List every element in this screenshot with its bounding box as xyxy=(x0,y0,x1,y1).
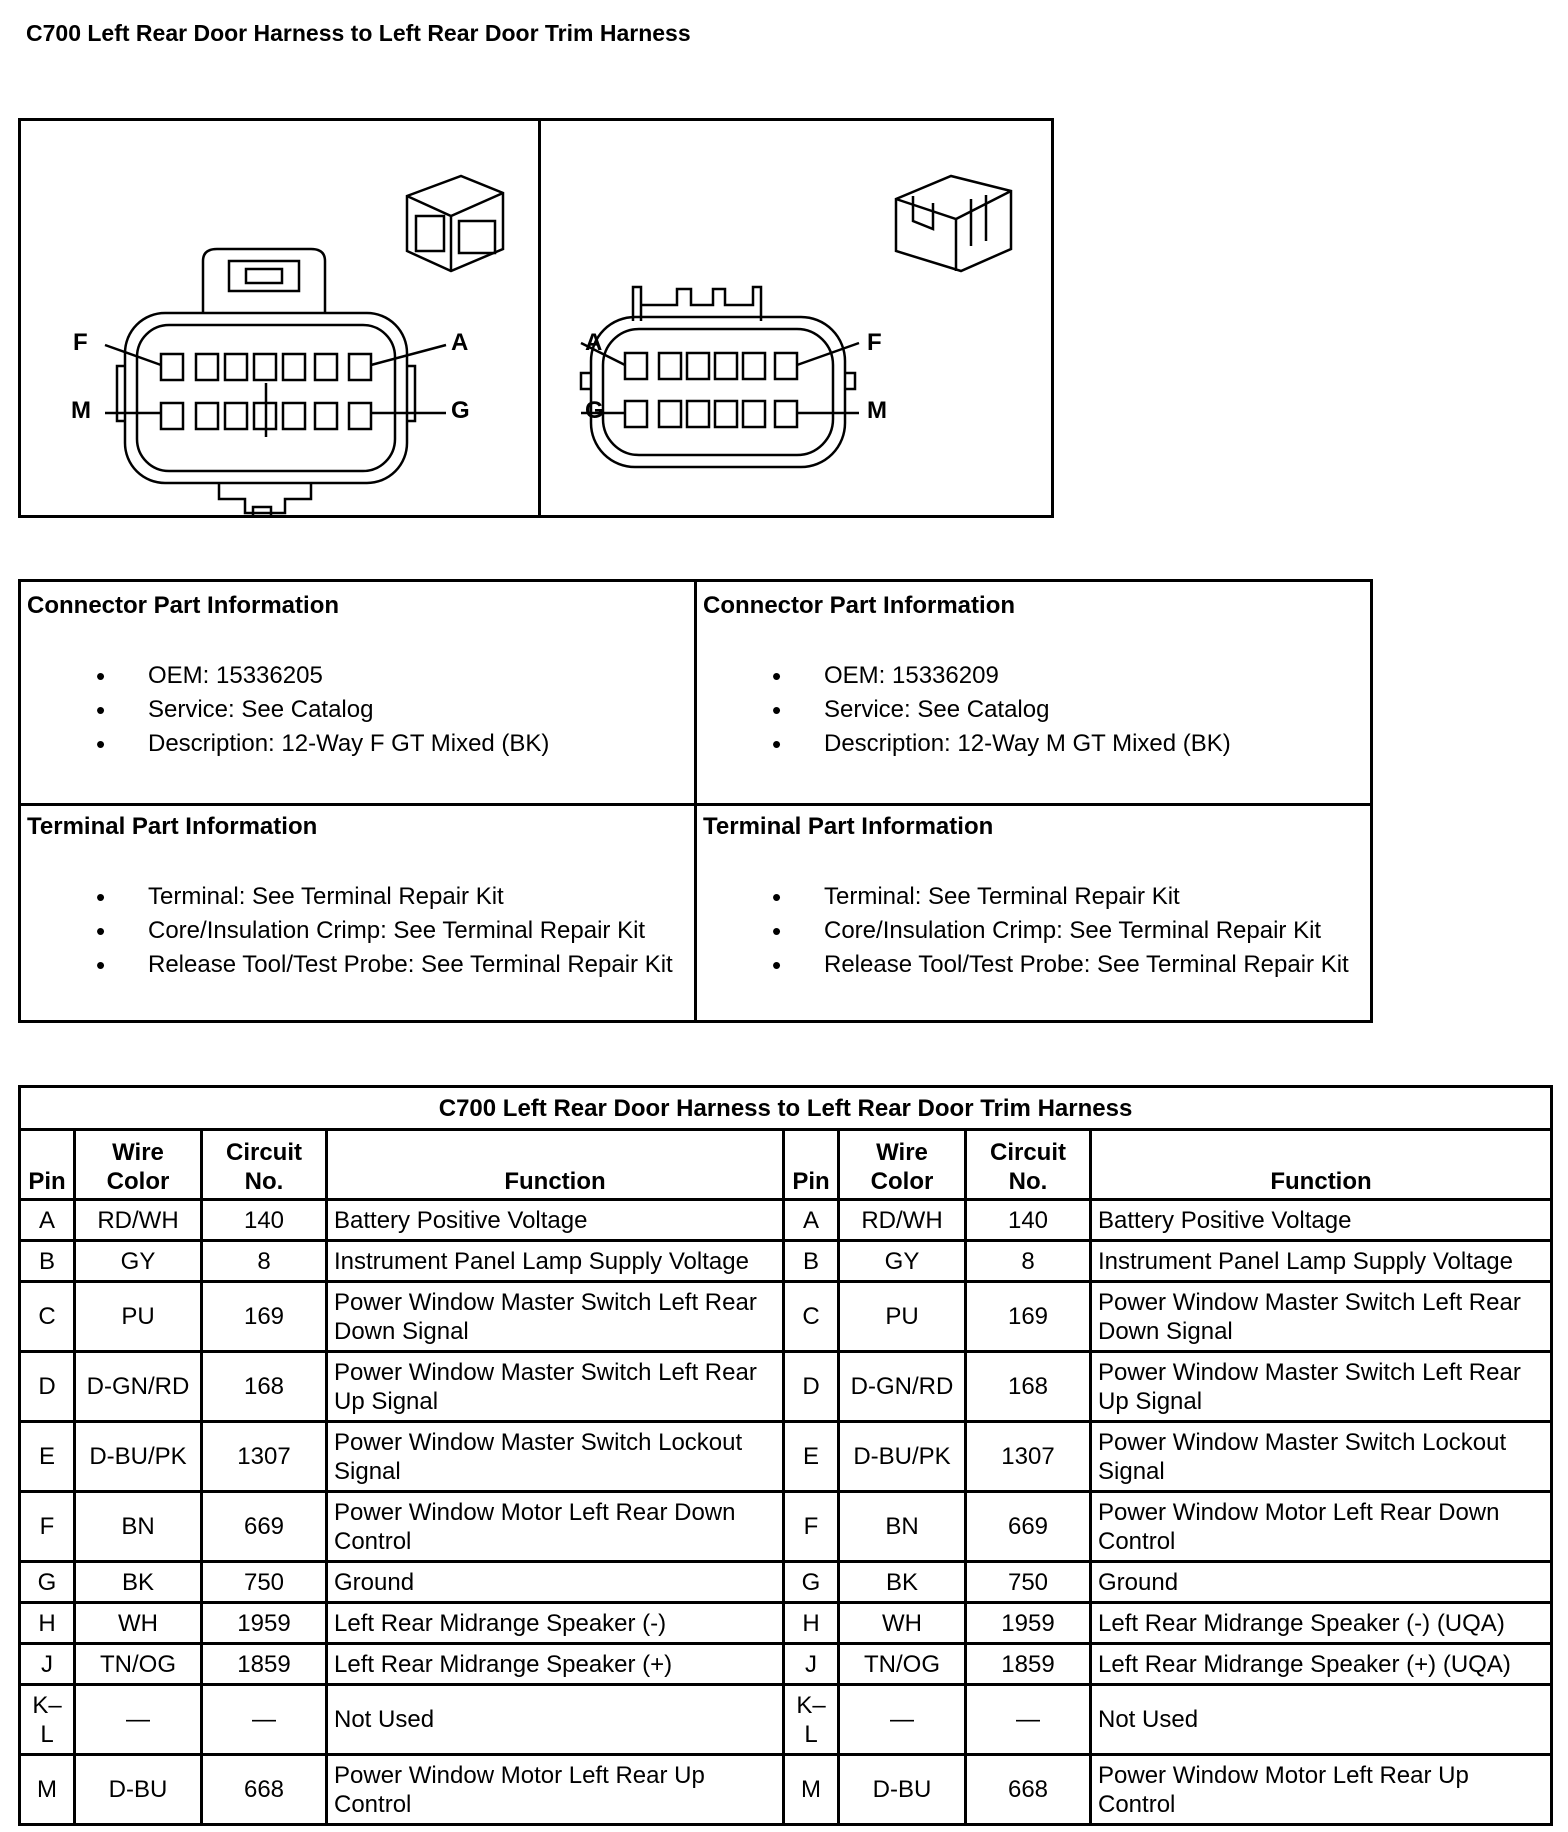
terminal-info-left xyxy=(21,803,697,1025)
cell-function: Instrument Panel Lamp Supply Voltage xyxy=(1091,1241,1552,1282)
cell-pin: C xyxy=(784,1282,839,1352)
cell-function: Power Window Motor Left Rear Down Control xyxy=(1091,1492,1552,1562)
cell-function: Not Used xyxy=(327,1685,784,1755)
cell-circuit: 1307 xyxy=(202,1422,327,1492)
cell-color: WH xyxy=(75,1603,202,1644)
cell-function: Power Window Master Switch Left Rear Down Signal xyxy=(327,1282,784,1352)
right-pin-label-m: M xyxy=(867,397,887,424)
cell-circuit: 140 xyxy=(202,1200,327,1241)
list-item: • OEM: 15336209 xyxy=(752,659,1231,693)
pinout-table-caption: C700 Left Rear Door Harness to Left Rear Door Trim Harness xyxy=(20,1087,1552,1130)
list-item: • Service: See Catalog xyxy=(76,693,549,727)
cell-function: Power Window Motor Left Rear Up Control xyxy=(327,1755,784,1825)
column-header-wire-color: Wire Color xyxy=(839,1130,966,1200)
left-pin-label-g: G xyxy=(451,397,470,424)
left-pin-label-f: F xyxy=(73,329,88,356)
terminal-info-heading: Terminal Part Information xyxy=(703,813,994,840)
pinout-table-body xyxy=(20,1200,1552,1825)
cell-color: D-GN/RD xyxy=(839,1352,966,1422)
table-row xyxy=(20,1200,1552,1241)
left-pin-label-m: M xyxy=(71,397,91,424)
connector-diagram-panel xyxy=(18,118,1054,518)
cell-pin: J xyxy=(784,1644,839,1685)
column-header-function: Function xyxy=(1091,1130,1552,1200)
cell-pin: G xyxy=(20,1562,75,1603)
cell-pin: B xyxy=(20,1241,75,1282)
cell-color: TN/OG xyxy=(75,1644,202,1685)
cell-color: BN xyxy=(75,1492,202,1562)
cell-pin: D xyxy=(784,1352,839,1422)
cell-function: Power Window Motor Left Rear Up Control xyxy=(1091,1755,1552,1825)
column-header-circuit: Circuit No. xyxy=(966,1130,1091,1200)
cell-color: PU xyxy=(839,1282,966,1352)
cell-pin: E xyxy=(20,1422,75,1492)
list-item: • Terminal: See Terminal Repair Kit xyxy=(752,880,1349,914)
cell-circuit: 8 xyxy=(966,1241,1091,1282)
cell-color: BK xyxy=(839,1562,966,1603)
table-row xyxy=(20,1603,1552,1644)
cell-pin: F xyxy=(20,1492,75,1562)
table-row xyxy=(20,1352,1552,1422)
column-header-wire-color: Wire Color xyxy=(75,1130,202,1200)
list-item: • Core/Insulation Crimp: See Terminal Repair Kit xyxy=(76,914,673,948)
right-pin-label-f: F xyxy=(867,329,882,356)
cell-color: — xyxy=(839,1685,966,1755)
cell-pin: H xyxy=(20,1603,75,1644)
cell-color: GY xyxy=(839,1241,966,1282)
cell-function: Left Rear Midrange Speaker (-) xyxy=(327,1603,784,1644)
table-row xyxy=(20,1282,1552,1352)
cell-function: Left Rear Midrange Speaker (+) xyxy=(327,1644,784,1685)
list-item: • Terminal: See Terminal Repair Kit xyxy=(76,880,673,914)
cell-circuit: 1859 xyxy=(202,1644,327,1685)
column-header-pin: Pin xyxy=(20,1130,75,1200)
terminal-info-heading: Terminal Part Information xyxy=(27,813,318,840)
table-row xyxy=(20,1755,1552,1825)
cell-circuit: 1307 xyxy=(966,1422,1091,1492)
cell-function: Ground xyxy=(327,1562,784,1603)
cell-pin: E xyxy=(784,1422,839,1492)
cell-circuit: 140 xyxy=(966,1200,1091,1241)
cell-color: D-BU xyxy=(839,1755,966,1825)
cell-pin: C xyxy=(20,1282,75,1352)
cell-pin: K–L xyxy=(784,1685,839,1755)
right-pin-label-g: G xyxy=(585,397,604,424)
cell-function: Power Window Master Switch Left Rear Down Signal xyxy=(1091,1282,1552,1352)
cell-circuit: 669 xyxy=(966,1492,1091,1562)
column-header-function: Function xyxy=(327,1130,784,1200)
cell-pin: H xyxy=(784,1603,839,1644)
cell-circuit: — xyxy=(966,1685,1091,1755)
connector-info-heading: Connector Part Information xyxy=(703,592,1016,619)
female-connector-face-diagram xyxy=(21,121,538,515)
cell-circuit: 169 xyxy=(202,1282,327,1352)
column-header-pin: Pin xyxy=(784,1130,839,1200)
cell-function: Left Rear Midrange Speaker (+) (UQA) xyxy=(1091,1644,1552,1685)
cell-color: PU xyxy=(75,1282,202,1352)
cell-function: Power Window Master Switch Left Rear Up Signal xyxy=(1091,1352,1552,1422)
list-item: • Description: 12-Way M GT Mixed (BK) xyxy=(752,727,1231,761)
list-item: • Description: 12-Way F GT Mixed (BK) xyxy=(76,727,549,761)
cell-function: Power Window Master Switch Left Rear Up Signal xyxy=(327,1352,784,1422)
cell-pin: D xyxy=(20,1352,75,1422)
cell-color: — xyxy=(75,1685,202,1755)
cell-circuit: 750 xyxy=(202,1562,327,1603)
cell-function: Instrument Panel Lamp Supply Voltage xyxy=(327,1241,784,1282)
cell-function: Battery Positive Voltage xyxy=(327,1200,784,1241)
connector-info-right xyxy=(697,582,1373,804)
cell-color: WH xyxy=(839,1603,966,1644)
cell-pin: A xyxy=(20,1200,75,1241)
cell-function: Power Window Master Switch Lockout Signal xyxy=(1091,1422,1552,1492)
cell-pin: M xyxy=(20,1755,75,1825)
cell-color: RD/WH xyxy=(839,1200,966,1241)
right-pin-label-a: A xyxy=(585,329,603,356)
cell-circuit: 1859 xyxy=(966,1644,1091,1685)
cell-color: BN xyxy=(839,1492,966,1562)
cell-color: D-BU/PK xyxy=(75,1422,202,1492)
cell-color: D-BU xyxy=(75,1755,202,1825)
cell-circuit: 168 xyxy=(966,1352,1091,1422)
table-row xyxy=(20,1685,1552,1755)
connector-info-heading: Connector Part Information xyxy=(27,592,340,619)
cell-function: Left Rear Midrange Speaker (-) (UQA) xyxy=(1091,1603,1552,1644)
cell-color: GY xyxy=(75,1241,202,1282)
cell-circuit: 1959 xyxy=(202,1603,327,1644)
cell-pin: G xyxy=(784,1562,839,1603)
cell-function: Power Window Motor Left Rear Down Control xyxy=(327,1492,784,1562)
pinout-table xyxy=(18,1085,1553,1826)
list-item: • Release Tool/Test Probe: See Terminal Repair Kit xyxy=(752,948,1349,982)
table-row xyxy=(20,1562,1552,1603)
cell-circuit: 168 xyxy=(202,1352,327,1422)
cell-pin: A xyxy=(784,1200,839,1241)
cell-function: Battery Positive Voltage xyxy=(1091,1200,1552,1241)
cell-function: Not Used xyxy=(1091,1685,1552,1755)
table-row xyxy=(20,1241,1552,1282)
cell-circuit: 668 xyxy=(202,1755,327,1825)
table-row xyxy=(20,1492,1552,1562)
table-row xyxy=(20,1422,1552,1492)
cell-function: Ground xyxy=(1091,1562,1552,1603)
cell-circuit: — xyxy=(202,1685,327,1755)
male-connector-face-diagram xyxy=(541,121,1051,515)
list-item: • Service: See Catalog xyxy=(752,693,1231,727)
cell-color: RD/WH xyxy=(75,1200,202,1241)
cell-function: Power Window Master Switch Lockout Signal xyxy=(327,1422,784,1492)
cell-pin: B xyxy=(784,1241,839,1282)
table-row xyxy=(20,1644,1552,1685)
left-pin-label-a: A xyxy=(451,329,469,356)
cell-color: D-BU/PK xyxy=(839,1422,966,1492)
cell-color: D-GN/RD xyxy=(75,1352,202,1422)
connector-info-left xyxy=(21,582,697,804)
cell-color: BK xyxy=(75,1562,202,1603)
column-header-circuit: Circuit No. xyxy=(202,1130,327,1200)
terminal-info-right xyxy=(697,803,1373,1025)
list-item: • Release Tool/Test Probe: See Terminal Repair Kit xyxy=(76,948,673,982)
cell-pin: J xyxy=(20,1644,75,1685)
cell-circuit: 669 xyxy=(202,1492,327,1562)
cell-pin: F xyxy=(784,1492,839,1562)
cell-pin: M xyxy=(784,1755,839,1825)
cell-circuit: 668 xyxy=(966,1755,1091,1825)
cell-circuit: 750 xyxy=(966,1562,1091,1603)
cell-circuit: 169 xyxy=(966,1282,1091,1352)
page-title: C700 Left Rear Door Harness to Left Rear Door Trim Harness xyxy=(26,20,691,46)
part-information-table xyxy=(18,579,1373,1023)
cell-circuit: 1959 xyxy=(966,1603,1091,1644)
cell-circuit: 8 xyxy=(202,1241,327,1282)
list-item: • Core/Insulation Crimp: See Terminal Repair Kit xyxy=(752,914,1349,948)
list-item: • OEM: 15336205 xyxy=(76,659,549,693)
cell-color: TN/OG xyxy=(839,1644,966,1685)
cell-pin: K–L xyxy=(20,1685,75,1755)
